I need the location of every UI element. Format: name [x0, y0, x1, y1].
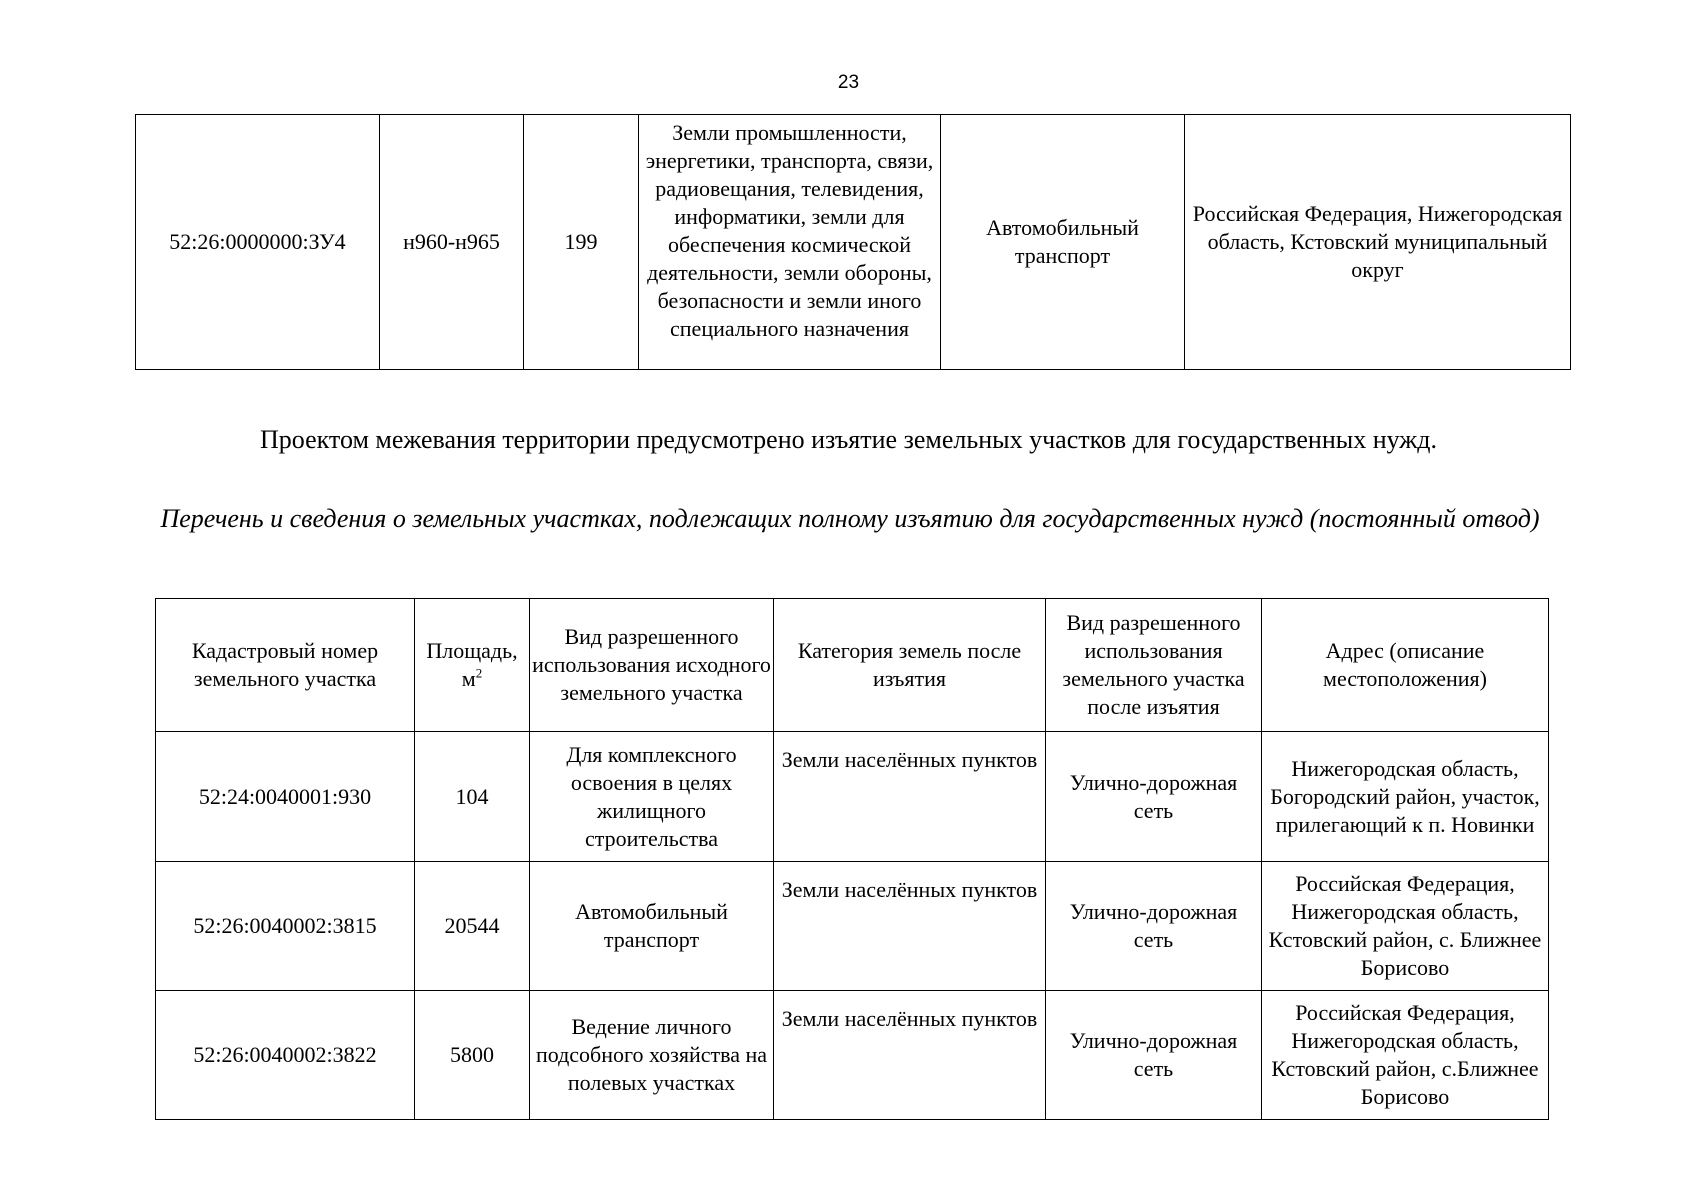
use-initial-cell: Ведение личного подсобного хозяйства на полевых участках [530, 991, 774, 1120]
address-cell: Нижегородская область, Богородский район, участок, прилегающий к п. Новинки [1262, 732, 1549, 862]
table-header-row [156, 599, 1549, 732]
use-after-cell: Улично-дорожная сеть [1046, 732, 1262, 862]
address-cell: Российская Федерация, Нижегородская область, Кстовский район, с. Ближнее Борисово [1262, 862, 1549, 991]
header-area-unit-sup: 2 [475, 665, 483, 681]
withdrawal-parcels-table [155, 598, 1549, 1120]
category-after-cell: Земли населённых пунктов [774, 991, 1046, 1120]
cadastral-number-cell: 52:26:0040002:3815 [156, 862, 415, 991]
cadastral-number-cell: 52:26:0000000:ЗУ4 [136, 115, 380, 370]
page-number: 23 [837, 72, 860, 93]
withdrawal-note: Проектом межевания территории предусмотрено изъятие земельных участков для государственных нужд. [260, 425, 1437, 454]
area-cell: 20544 [415, 862, 530, 991]
permitted-use-cell: Автомобильный транспорт [941, 115, 1185, 370]
header-address: Адрес (описание местоположения) [1262, 599, 1549, 732]
header-category-after: Категория земель после изъятия [774, 599, 1046, 732]
header-area [415, 599, 530, 732]
header-use-initial: Вид разрешенного использования исходного земельного участка [530, 599, 774, 732]
header-area-label: Площадь, м [426, 638, 518, 691]
category-after-cell: Земли населённых пунктов [774, 862, 1046, 991]
table-row [136, 115, 1571, 370]
address-cell: Российская Федерация, Нижегородская область, Кстовский район, с.Ближнее Борисово [1262, 991, 1549, 1120]
points-range-cell: н960-н965 [380, 115, 524, 370]
header-use-after: Вид разрешенного использования земельного участка после изъятия [1046, 599, 1262, 732]
area-cell: 104 [415, 732, 530, 862]
use-initial-cell: Автомобильный транспорт [530, 862, 774, 991]
address-cell: Российская Федерация, Нижегородская область, Кстовский муниципальный округ [1185, 115, 1571, 370]
use-initial-cell: Для комплексного освоения в целях жилищного строительства [530, 732, 774, 862]
area-cell: 199 [524, 115, 639, 370]
area-cell: 5800 [415, 991, 530, 1120]
use-after-cell: Улично-дорожная сеть [1046, 862, 1262, 991]
continued-parcel-table [135, 114, 1571, 370]
table-row [156, 732, 1549, 862]
table-row [156, 991, 1549, 1120]
table-caption: Перечень и сведения о земельных участках, подлежащих полному изъятию для государственных нужд (постоянный отвод) [160, 504, 1540, 533]
cadastral-number-cell: 52:24:0040001:930 [156, 732, 415, 862]
use-after-cell: Улично-дорожная сеть [1046, 991, 1262, 1120]
table-row [156, 862, 1549, 991]
land-category-cell: Земли промышленности, энергетики, транспорта, связи, радиовещания, телевидения, информатики, земли для обеспечения космической деятельности, земли обороны, безопасности и земли иного специального назначения [639, 115, 941, 370]
header-cadastral: Кадастровый номер земельного участка [156, 599, 415, 732]
cadastral-number-cell: 52:26:0040002:3822 [156, 991, 415, 1120]
category-after-cell: Земли населённых пунктов [774, 732, 1046, 862]
